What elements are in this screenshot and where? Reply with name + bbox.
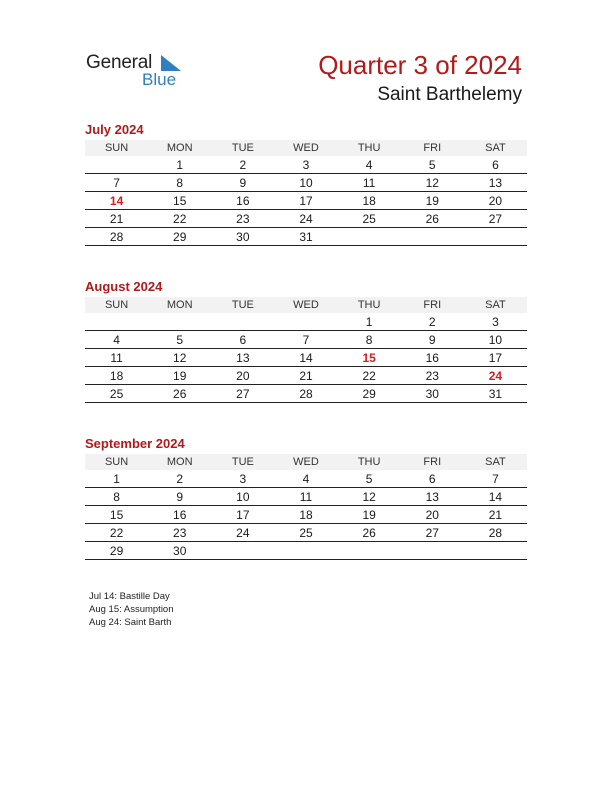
month-title: August 2024 bbox=[85, 279, 163, 294]
day-cell: 18 bbox=[274, 506, 337, 524]
weekday-header: MON bbox=[148, 140, 211, 156]
day-cell: 11 bbox=[85, 349, 148, 367]
day-cell: 27 bbox=[464, 210, 527, 228]
day-cell: 23 bbox=[211, 210, 274, 228]
day-cell: 27 bbox=[211, 385, 274, 403]
week-row bbox=[85, 367, 527, 385]
day-cell: 4 bbox=[274, 470, 337, 488]
day-cell: 20 bbox=[464, 192, 527, 210]
empty-day-cell bbox=[148, 313, 211, 331]
month-title: July 2024 bbox=[85, 122, 144, 137]
week-row bbox=[85, 470, 527, 488]
day-cell: 3 bbox=[211, 470, 274, 488]
day-cell: 10 bbox=[274, 174, 337, 192]
holiday-note: Aug 15: Assumption bbox=[89, 604, 174, 615]
day-cell: 31 bbox=[274, 228, 337, 246]
day-cell: 14 bbox=[274, 349, 337, 367]
empty-day-cell bbox=[401, 542, 464, 560]
empty-day-cell bbox=[85, 313, 148, 331]
weekday-header: TUE bbox=[211, 297, 274, 313]
day-cell: 12 bbox=[338, 488, 401, 506]
day-cell: 24 bbox=[211, 524, 274, 542]
month-title: September 2024 bbox=[85, 436, 185, 451]
day-cell: 24 bbox=[274, 210, 337, 228]
holiday-notes bbox=[89, 590, 174, 629]
day-cell: 19 bbox=[401, 192, 464, 210]
day-cell: 4 bbox=[85, 331, 148, 349]
empty-day-cell bbox=[464, 228, 527, 246]
page-title: Quarter 3 of 2024 bbox=[318, 50, 522, 80]
day-cell: 28 bbox=[85, 228, 148, 246]
week-row bbox=[85, 349, 527, 367]
day-cell: 15 bbox=[85, 506, 148, 524]
weekday-header: THU bbox=[338, 140, 401, 156]
day-cell: 8 bbox=[85, 488, 148, 506]
day-cell: 28 bbox=[274, 385, 337, 403]
month-block bbox=[85, 122, 527, 246]
page-subtitle: Saint Barthelemy bbox=[377, 84, 522, 105]
day-cell: 24 bbox=[464, 367, 527, 385]
empty-day-cell bbox=[85, 156, 148, 174]
day-cell: 18 bbox=[85, 367, 148, 385]
day-cell: 8 bbox=[338, 331, 401, 349]
day-cell: 21 bbox=[464, 506, 527, 524]
day-cell: 6 bbox=[211, 331, 274, 349]
month-calendar-table bbox=[85, 297, 527, 403]
month-block bbox=[85, 279, 527, 403]
weekday-header: SAT bbox=[464, 454, 527, 470]
day-cell: 25 bbox=[274, 524, 337, 542]
day-cell: 12 bbox=[148, 349, 211, 367]
weekday-header: WED bbox=[274, 454, 337, 470]
day-cell: 9 bbox=[401, 331, 464, 349]
day-cell: 20 bbox=[401, 506, 464, 524]
brand-logo bbox=[86, 52, 196, 92]
day-cell: 2 bbox=[148, 470, 211, 488]
weekday-header: SAT bbox=[464, 297, 527, 313]
day-cell: 1 bbox=[148, 156, 211, 174]
day-cell: 2 bbox=[401, 313, 464, 331]
day-cell: 14 bbox=[85, 192, 148, 210]
weekday-header: THU bbox=[338, 297, 401, 313]
empty-day-cell bbox=[274, 542, 337, 560]
day-cell: 29 bbox=[338, 385, 401, 403]
day-cell: 5 bbox=[401, 156, 464, 174]
week-row bbox=[85, 488, 527, 506]
day-cell: 13 bbox=[464, 174, 527, 192]
weekday-header: MON bbox=[148, 454, 211, 470]
week-row bbox=[85, 542, 527, 560]
day-cell: 3 bbox=[274, 156, 337, 174]
day-cell: 22 bbox=[85, 524, 148, 542]
day-cell: 7 bbox=[464, 470, 527, 488]
day-cell: 30 bbox=[401, 385, 464, 403]
day-cell: 5 bbox=[338, 470, 401, 488]
logo-text-blue: Blue bbox=[142, 70, 177, 89]
day-cell: 21 bbox=[85, 210, 148, 228]
day-cell: 5 bbox=[148, 331, 211, 349]
day-cell: 16 bbox=[211, 192, 274, 210]
empty-day-cell bbox=[338, 228, 401, 246]
day-cell: 25 bbox=[338, 210, 401, 228]
day-cell: 19 bbox=[148, 367, 211, 385]
weekday-header: WED bbox=[274, 140, 337, 156]
weekday-header: SAT bbox=[464, 140, 527, 156]
day-cell: 2 bbox=[211, 156, 274, 174]
empty-day-cell bbox=[401, 228, 464, 246]
day-cell: 16 bbox=[401, 349, 464, 367]
day-cell: 15 bbox=[338, 349, 401, 367]
day-cell: 17 bbox=[274, 192, 337, 210]
day-cell: 18 bbox=[338, 192, 401, 210]
day-cell: 9 bbox=[211, 174, 274, 192]
logo-text-general: General bbox=[86, 52, 153, 73]
day-cell: 22 bbox=[148, 210, 211, 228]
day-cell: 21 bbox=[274, 367, 337, 385]
week-row bbox=[85, 210, 527, 228]
week-row bbox=[85, 506, 527, 524]
day-cell: 1 bbox=[338, 313, 401, 331]
weekday-header: FRI bbox=[401, 454, 464, 470]
empty-day-cell bbox=[274, 313, 337, 331]
day-cell: 6 bbox=[401, 470, 464, 488]
week-row bbox=[85, 174, 527, 192]
day-cell: 14 bbox=[464, 488, 527, 506]
day-cell: 26 bbox=[338, 524, 401, 542]
holiday-note: Aug 24: Saint Barth bbox=[89, 617, 172, 628]
day-cell: 11 bbox=[274, 488, 337, 506]
week-row bbox=[85, 331, 527, 349]
day-cell: 30 bbox=[148, 542, 211, 560]
empty-day-cell bbox=[211, 542, 274, 560]
day-cell: 23 bbox=[401, 367, 464, 385]
day-cell: 31 bbox=[464, 385, 527, 403]
week-row bbox=[85, 192, 527, 210]
weekday-header: WED bbox=[274, 297, 337, 313]
day-cell: 29 bbox=[85, 542, 148, 560]
day-cell: 22 bbox=[338, 367, 401, 385]
day-cell: 7 bbox=[274, 331, 337, 349]
day-cell: 11 bbox=[338, 174, 401, 192]
day-cell: 30 bbox=[211, 228, 274, 246]
weekday-header: SUN bbox=[85, 140, 148, 156]
empty-day-cell bbox=[211, 313, 274, 331]
day-cell: 4 bbox=[338, 156, 401, 174]
weekday-header: FRI bbox=[401, 140, 464, 156]
weekday-header: MON bbox=[148, 297, 211, 313]
day-cell: 26 bbox=[148, 385, 211, 403]
day-cell: 10 bbox=[211, 488, 274, 506]
weekday-header: TUE bbox=[211, 454, 274, 470]
week-row bbox=[85, 385, 527, 403]
empty-day-cell bbox=[464, 542, 527, 560]
day-cell: 16 bbox=[148, 506, 211, 524]
day-cell: 23 bbox=[148, 524, 211, 542]
month-calendar-table bbox=[85, 454, 527, 560]
day-cell: 15 bbox=[148, 192, 211, 210]
day-cell: 13 bbox=[211, 349, 274, 367]
day-cell: 29 bbox=[148, 228, 211, 246]
day-cell: 25 bbox=[85, 385, 148, 403]
holiday-note: Jul 14: Bastille Day bbox=[89, 591, 170, 602]
week-row bbox=[85, 156, 527, 174]
month-calendar-table bbox=[85, 140, 527, 246]
weekday-header: SUN bbox=[85, 297, 148, 313]
weekday-header: TUE bbox=[211, 140, 274, 156]
day-cell: 13 bbox=[401, 488, 464, 506]
weekday-header: SUN bbox=[85, 454, 148, 470]
empty-day-cell bbox=[338, 542, 401, 560]
day-cell: 28 bbox=[464, 524, 527, 542]
day-cell: 27 bbox=[401, 524, 464, 542]
week-row bbox=[85, 313, 527, 331]
day-cell: 6 bbox=[464, 156, 527, 174]
day-cell: 12 bbox=[401, 174, 464, 192]
weekday-header: THU bbox=[338, 454, 401, 470]
week-row bbox=[85, 524, 527, 542]
day-cell: 10 bbox=[464, 331, 527, 349]
weekday-header: FRI bbox=[401, 297, 464, 313]
day-cell: 19 bbox=[338, 506, 401, 524]
week-row bbox=[85, 228, 527, 246]
day-cell: 8 bbox=[148, 174, 211, 192]
day-cell: 7 bbox=[85, 174, 148, 192]
day-cell: 20 bbox=[211, 367, 274, 385]
day-cell: 9 bbox=[148, 488, 211, 506]
day-cell: 26 bbox=[401, 210, 464, 228]
day-cell: 17 bbox=[211, 506, 274, 524]
month-block bbox=[85, 436, 527, 560]
day-cell: 17 bbox=[464, 349, 527, 367]
day-cell: 1 bbox=[85, 470, 148, 488]
logo-triangle-icon bbox=[161, 55, 181, 71]
day-cell: 3 bbox=[464, 313, 527, 331]
